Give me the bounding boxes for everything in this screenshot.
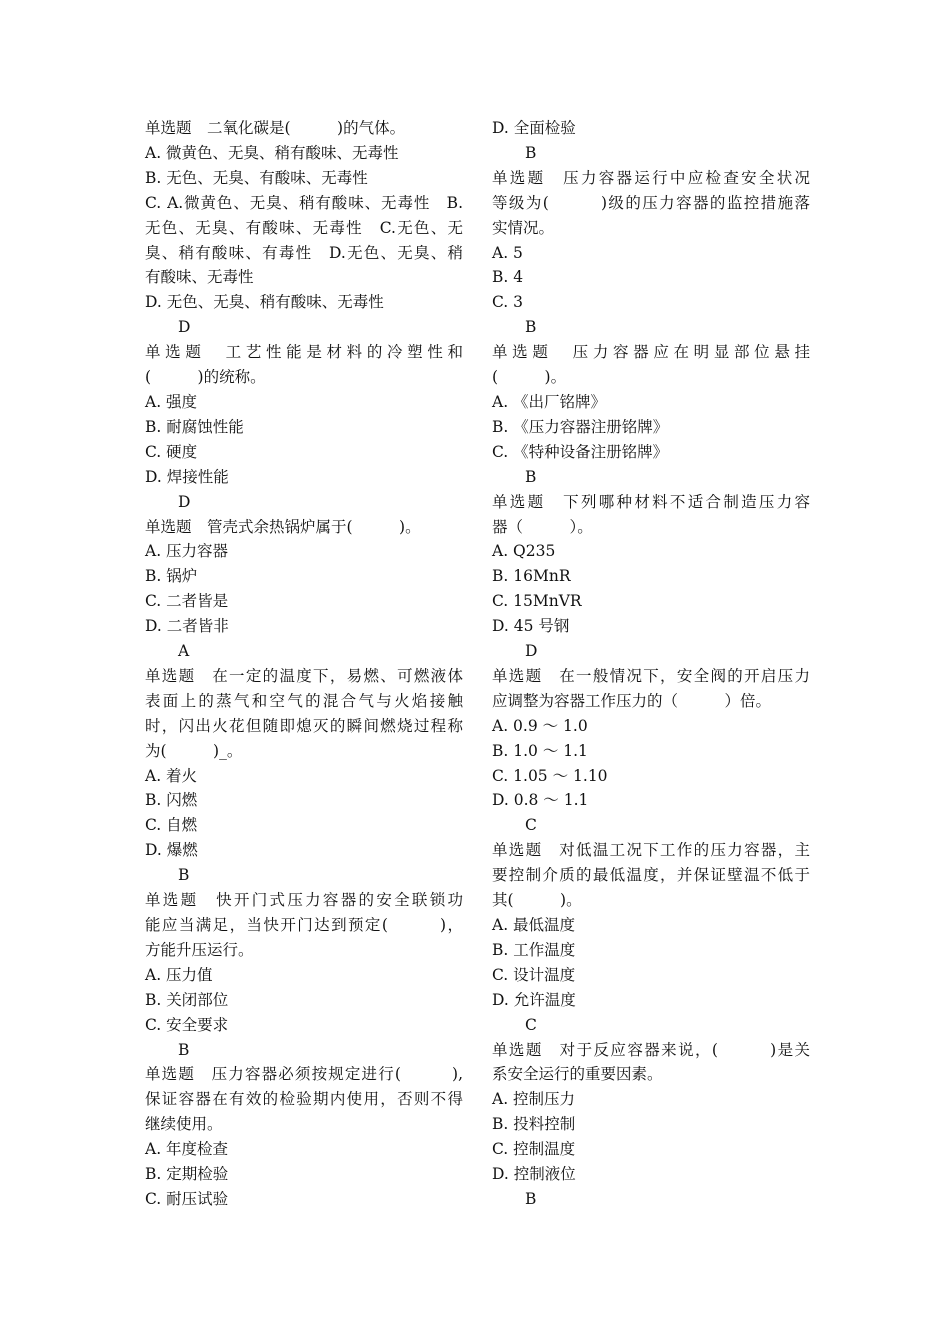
question-line: 单选题 工艺性能是材料的冷塑性和 [145,343,463,362]
option-line: C. 耐压试验 [145,1189,229,1208]
left-column [145,116,463,1212]
right-column [492,116,810,1212]
question-line: 表面上的蒸气和空气的混合气与火焰接触 [145,691,463,710]
option-line: C. 设计温度 [492,965,576,984]
option-line: A. 强度 [145,392,198,411]
answer-line: B [178,866,190,885]
question-line: 方能升压运行。 [145,940,254,959]
answer-line: D [178,318,191,337]
question-line: 等级为( )级的压力容器的监控措施落 [492,193,810,212]
question-line: 单选题 二氧化碳是( )的气体。 [145,119,406,137]
option-line: C. 3 [492,293,524,312]
question-line: 系安全运行的重要因素。 [492,1065,663,1084]
option-line: B. 工作温度 [492,940,576,959]
option-line: A. 着火 [145,766,198,785]
option-line: D. 无色、无臭、稍有酸味、无毒性 [145,293,384,312]
question-line: 为( )_。 [145,741,243,760]
answer-line: B [525,318,537,337]
option-line: A. 最低温度 [492,916,576,934]
option-line: B. 无色、无臭、有酸味、无毒性 [145,168,368,187]
question-line: 时，闪出火花但随即熄灭的瞬间燃烧过程称 [145,716,463,735]
question-line: 单选题 管壳式余热锅炉属于( )。 [145,517,421,536]
question-line: 单选题 对低温工况下工作的压力容器，主 [492,841,810,860]
option-line: 无色、无臭、有酸味、无毒性 C.无色、无 [145,218,463,237]
option-line: A. 微黄色、无臭、稍有酸味、无毒性 [145,143,399,162]
option-line: B. 耐腐蚀性能 [145,417,244,436]
option-line: B. 4 [492,268,524,287]
option-line: A. 年度检查 [145,1140,229,1159]
option-line: A. 控制压力 [492,1090,576,1109]
option-line: D. 控制液位 [492,1165,576,1184]
option-line: D. 允许温度 [492,990,576,1009]
option-line: 臭、稍有酸味、有毒性 D.无色、无臭、稍 [145,243,463,262]
question-line: 实情况。 [492,218,555,237]
question-line: 其( )。 [492,891,582,910]
question-line: 单选题 快开门式压力容器的安全联锁功 [145,891,463,910]
option-line: C. 硬度 [145,442,198,461]
question-line: 单选题 下列哪种材料不适合制造压力容 [492,492,810,511]
question-line: 单选题 在一般情况下，安全阀的开启压力 [492,666,810,685]
question-line: 单选题 压力容器应在明显部位悬挂 [492,343,810,362]
option-line: C. 二者皆是 [145,592,229,611]
question-line: 单选题 压力容器运行中应检查安全状况 [492,168,810,187]
answer-line: B [178,1040,190,1059]
option-line: B. 闪燃 [145,791,198,810]
option-line: B. 16MnR [492,567,571,586]
option-line: C. 安全要求 [145,1015,229,1034]
option-line: D. 焊接性能 [145,467,229,486]
option-line: A. 0.9 ～ 1.0 [492,716,588,735]
question-line: 保证容器在有效的检验期内使用，否则不得 [145,1090,463,1109]
option-line: B. 关闭部位 [145,990,229,1009]
option-line: C. 自燃 [145,816,198,835]
option-line: B. 投料控制 [492,1115,576,1134]
answer-line: B [525,467,537,486]
answer-line: D [178,492,191,511]
answer-line: B [525,1189,537,1208]
question-line: 继续使用。 [145,1115,223,1134]
answer-line: C [525,1015,537,1034]
option-line: A. Q235 [492,542,556,561]
option-line: B. 定期检验 [145,1165,229,1184]
option-line: A. 5 [492,243,523,262]
option-line: B. 《压力容器注册铭牌》 [492,417,669,436]
option-line: C. 《特种设备注册铭牌》 [492,442,669,461]
option-line: D. 0.8 ～ 1.1 [492,791,589,810]
question-line: ( )。 [492,368,567,387]
option-line: C. 控制温度 [492,1140,576,1159]
option-line: D. 二者皆非 [145,617,229,636]
option-line: A. 压力值 [145,965,213,984]
question-line: ( )的统称。 [145,368,266,387]
option-line: D. 全面检验 [492,119,576,137]
question-line: 单选题 压力容器必须按规定进行( ), [145,1065,463,1084]
question-line: 器（ ）。 [492,517,593,536]
option-line: 有酸味、无毒性 [145,268,254,287]
question-line: 单选题 对于反应容器来说，( )是关 [492,1040,810,1059]
answer-line: A [178,642,190,661]
option-line: D. 45 号钢 [492,617,570,636]
answer-line: C [525,816,537,835]
question-line: 单选题 在一定的温度下，易燃、可燃液体 [145,666,463,685]
option-line: C. A.微黄色、无臭、稍有酸味、无毒性 B. [145,193,463,212]
question-line: 应调整为容器工作压力的（ ）倍。 [492,691,772,710]
option-line: D. 爆燃 [145,841,198,860]
question-line: 要控制介质的最低温度，并保证壁温不低于 [492,866,810,885]
option-line: A. 压力容器 [145,542,229,561]
answer-line: D [525,642,538,661]
option-line: B. 1.0 ～ 1.1 [492,741,588,760]
option-line: C. 15MnVR [492,592,582,611]
option-line: C. 1.05 ～ 1.10 [492,766,608,785]
answer-line: B [525,143,537,162]
question-line: 能应当满足，当快开门达到预定( )， [145,916,463,934]
option-line: A. 《出厂铭牌》 [492,392,607,411]
option-line: B. 锅炉 [145,567,198,586]
